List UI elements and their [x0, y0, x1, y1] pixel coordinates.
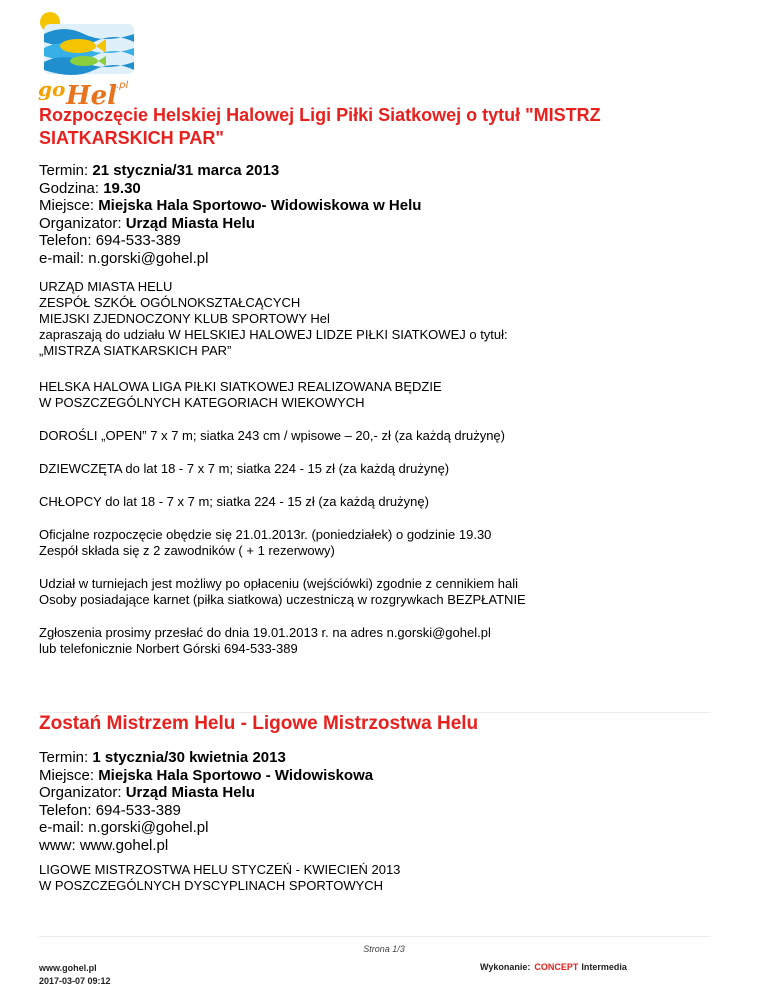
paragraph-line: „MISTRZA SIATKARSKICH PAR” [39, 343, 232, 358]
paragraph-line: CHŁOPCY do lat 18 - 7 x 7 m; siatka 224 - 15 zł (za każdą drużynę) [39, 494, 429, 509]
detail-value: 694-533-389 [95, 232, 181, 249]
paragraph-line: LIGOWE MISTRZOSTWA HELU STYCZEŃ - KWIECIEŃ 2013 [39, 862, 401, 877]
detail-row [39, 180, 421, 198]
detail-label: Godzina: [39, 179, 100, 197]
detail-value: Urząd Miasta Helu [125, 784, 255, 801]
paragraph-line: ZESPÓŁ SZKÓŁ OGÓLNOKSZTAŁCĄCYCH [39, 295, 301, 310]
detail-value: Miejska Hala Sportowo- Widowiskowa w Helu [98, 197, 422, 214]
paragraph-line: W POSZCZEGÓLNYCH DYSCYPLINACH SPORTOWYCH [39, 878, 384, 893]
svg-text:Hel: Hel [66, 81, 117, 110]
detail-label: Miejsce: [39, 197, 95, 214]
detail-value: 1 stycznia/30 kwietnia 2013 [92, 749, 286, 766]
paragraph-line: URZĄD MIASTA HELU [39, 279, 173, 294]
gohel-logo [34, 6, 146, 110]
paragraph-line: MIEJSKI ZJEDNOCZONY KLUB SPORTOWY Hel [39, 311, 330, 326]
paragraph [39, 379, 679, 411]
paragraph-line: Osoby posiadające karnet (piłka siatkowa) uczestniczą w rozgrywkach BEZPŁATNIE [39, 592, 526, 607]
detail-row [39, 819, 373, 837]
detail-row [39, 162, 421, 180]
detail-label: e-mail: [39, 819, 85, 836]
event-details [39, 749, 373, 854]
paragraph [39, 625, 679, 657]
detail-value: www.gohel.pl [79, 836, 169, 854]
svg-text:.pl: .pl [116, 80, 129, 91]
credit-label: Wykonanie: [480, 962, 531, 972]
detail-row [39, 250, 421, 268]
detail-row [39, 749, 373, 767]
paragraph-line: zapraszają do udziału W HELSKIEJ HALOWEJ LIDZE PIŁKI SIATKOWEJ o tytuł: [39, 327, 508, 342]
credit-brand-intermedia: Intermedia [581, 962, 627, 972]
paragraph-line: Udział w turniejach jest możliwy po opłaceniu (wejściówki) zgodnie z cennikiem hali [39, 576, 519, 591]
detail-row [39, 802, 373, 820]
page-number: Strona 1/3 [363, 944, 405, 954]
detail-label: Telefon: [39, 232, 92, 249]
detail-label: e-mail: [39, 249, 85, 267]
footer-timestamp: 2017-03-07 09:12 [39, 976, 111, 986]
detail-row [39, 215, 421, 233]
detail-row [39, 784, 373, 802]
detail-label: Termin: [39, 162, 89, 179]
detail-label: Organizator: [39, 214, 122, 232]
credit-brand-concept: CONCEPT [534, 962, 579, 972]
paragraph [39, 461, 679, 477]
detail-row [39, 232, 421, 250]
detail-row [39, 837, 373, 855]
event-details [39, 162, 421, 267]
footer-info [39, 962, 111, 988]
paragraph-line: W POSZCZEGÓLNYCH KATEGORIACH WIEKOWYCH [39, 395, 365, 410]
detail-label: Telefon: [39, 801, 92, 819]
detail-label: Miejsce: [39, 766, 95, 784]
logo-fish-icon [60, 39, 96, 53]
footer-site-link[interactable]: www.gohel.pl [39, 963, 97, 973]
detail-value: Miejska Hala Sportowo - Widowiskowa [98, 766, 374, 784]
detail-label: www: [39, 836, 76, 854]
paragraph-line: lub telefonicznie Norbert Górski 694-533-389 [39, 641, 298, 656]
paragraph [39, 862, 679, 894]
detail-value: n.gorski@gohel.pl [88, 819, 209, 836]
paragraph [39, 428, 679, 444]
detail-value: n.gorski@gohel.pl [88, 249, 209, 267]
event-title: Rozpoczęcie Helskiej Halowej Ligi Piłki Siatkowej o tytuł "MISTRZ SIATKARSKICH PAR" [39, 105, 601, 148]
paragraph [39, 527, 679, 559]
paragraph [39, 279, 679, 359]
detail-value: 21 stycznia/31 marca 2013 [92, 162, 280, 179]
event-title: Zostań Mistrzem Helu - Ligowe Mistrzostwa Helu [39, 713, 479, 734]
detail-row [39, 197, 421, 215]
paragraph-line: Oficjalne rozpoczęcie obędzie się 21.01.2013r. (poniedziałek) o godzinie 19.30 [39, 527, 492, 542]
detail-label: Organizator: [39, 784, 122, 801]
paragraph-line: DZIEWCZĘTA do lat 18 - 7 x 7 m; siatka 224 - 15 zł (za każdą drużynę) [39, 461, 450, 476]
detail-row [39, 767, 373, 785]
paragraph-line: Zespół składa się z 2 zawodników ( + 1 rezerwowy) [39, 543, 335, 558]
paragraph-line: DOROŚLI „OPEN” 7 x 7 m; siatka 243 cm / wpisowe – 20,- zł (za każdą drużynę) [39, 428, 505, 443]
footer-divider [39, 936, 711, 937]
paragraph [39, 494, 679, 510]
detail-label: Termin: [39, 749, 89, 766]
paragraph-line: Zgłoszenia prosimy przesłać do dnia 19.01.2013 r. na adres n.gorski@gohel.pl [39, 625, 491, 640]
paragraph [39, 576, 679, 608]
footer-credit [480, 962, 627, 972]
detail-value: 19.30 [103, 179, 141, 197]
detail-value: 694-533-389 [95, 801, 181, 819]
paragraph-line: HELSKA HALOWA LIGA PIŁKI SIATKOWEJ REALIZOWANA BĘDZIE [39, 379, 442, 394]
svg-text:go: go [38, 77, 66, 101]
detail-value: Urząd Miasta Helu [125, 214, 255, 232]
